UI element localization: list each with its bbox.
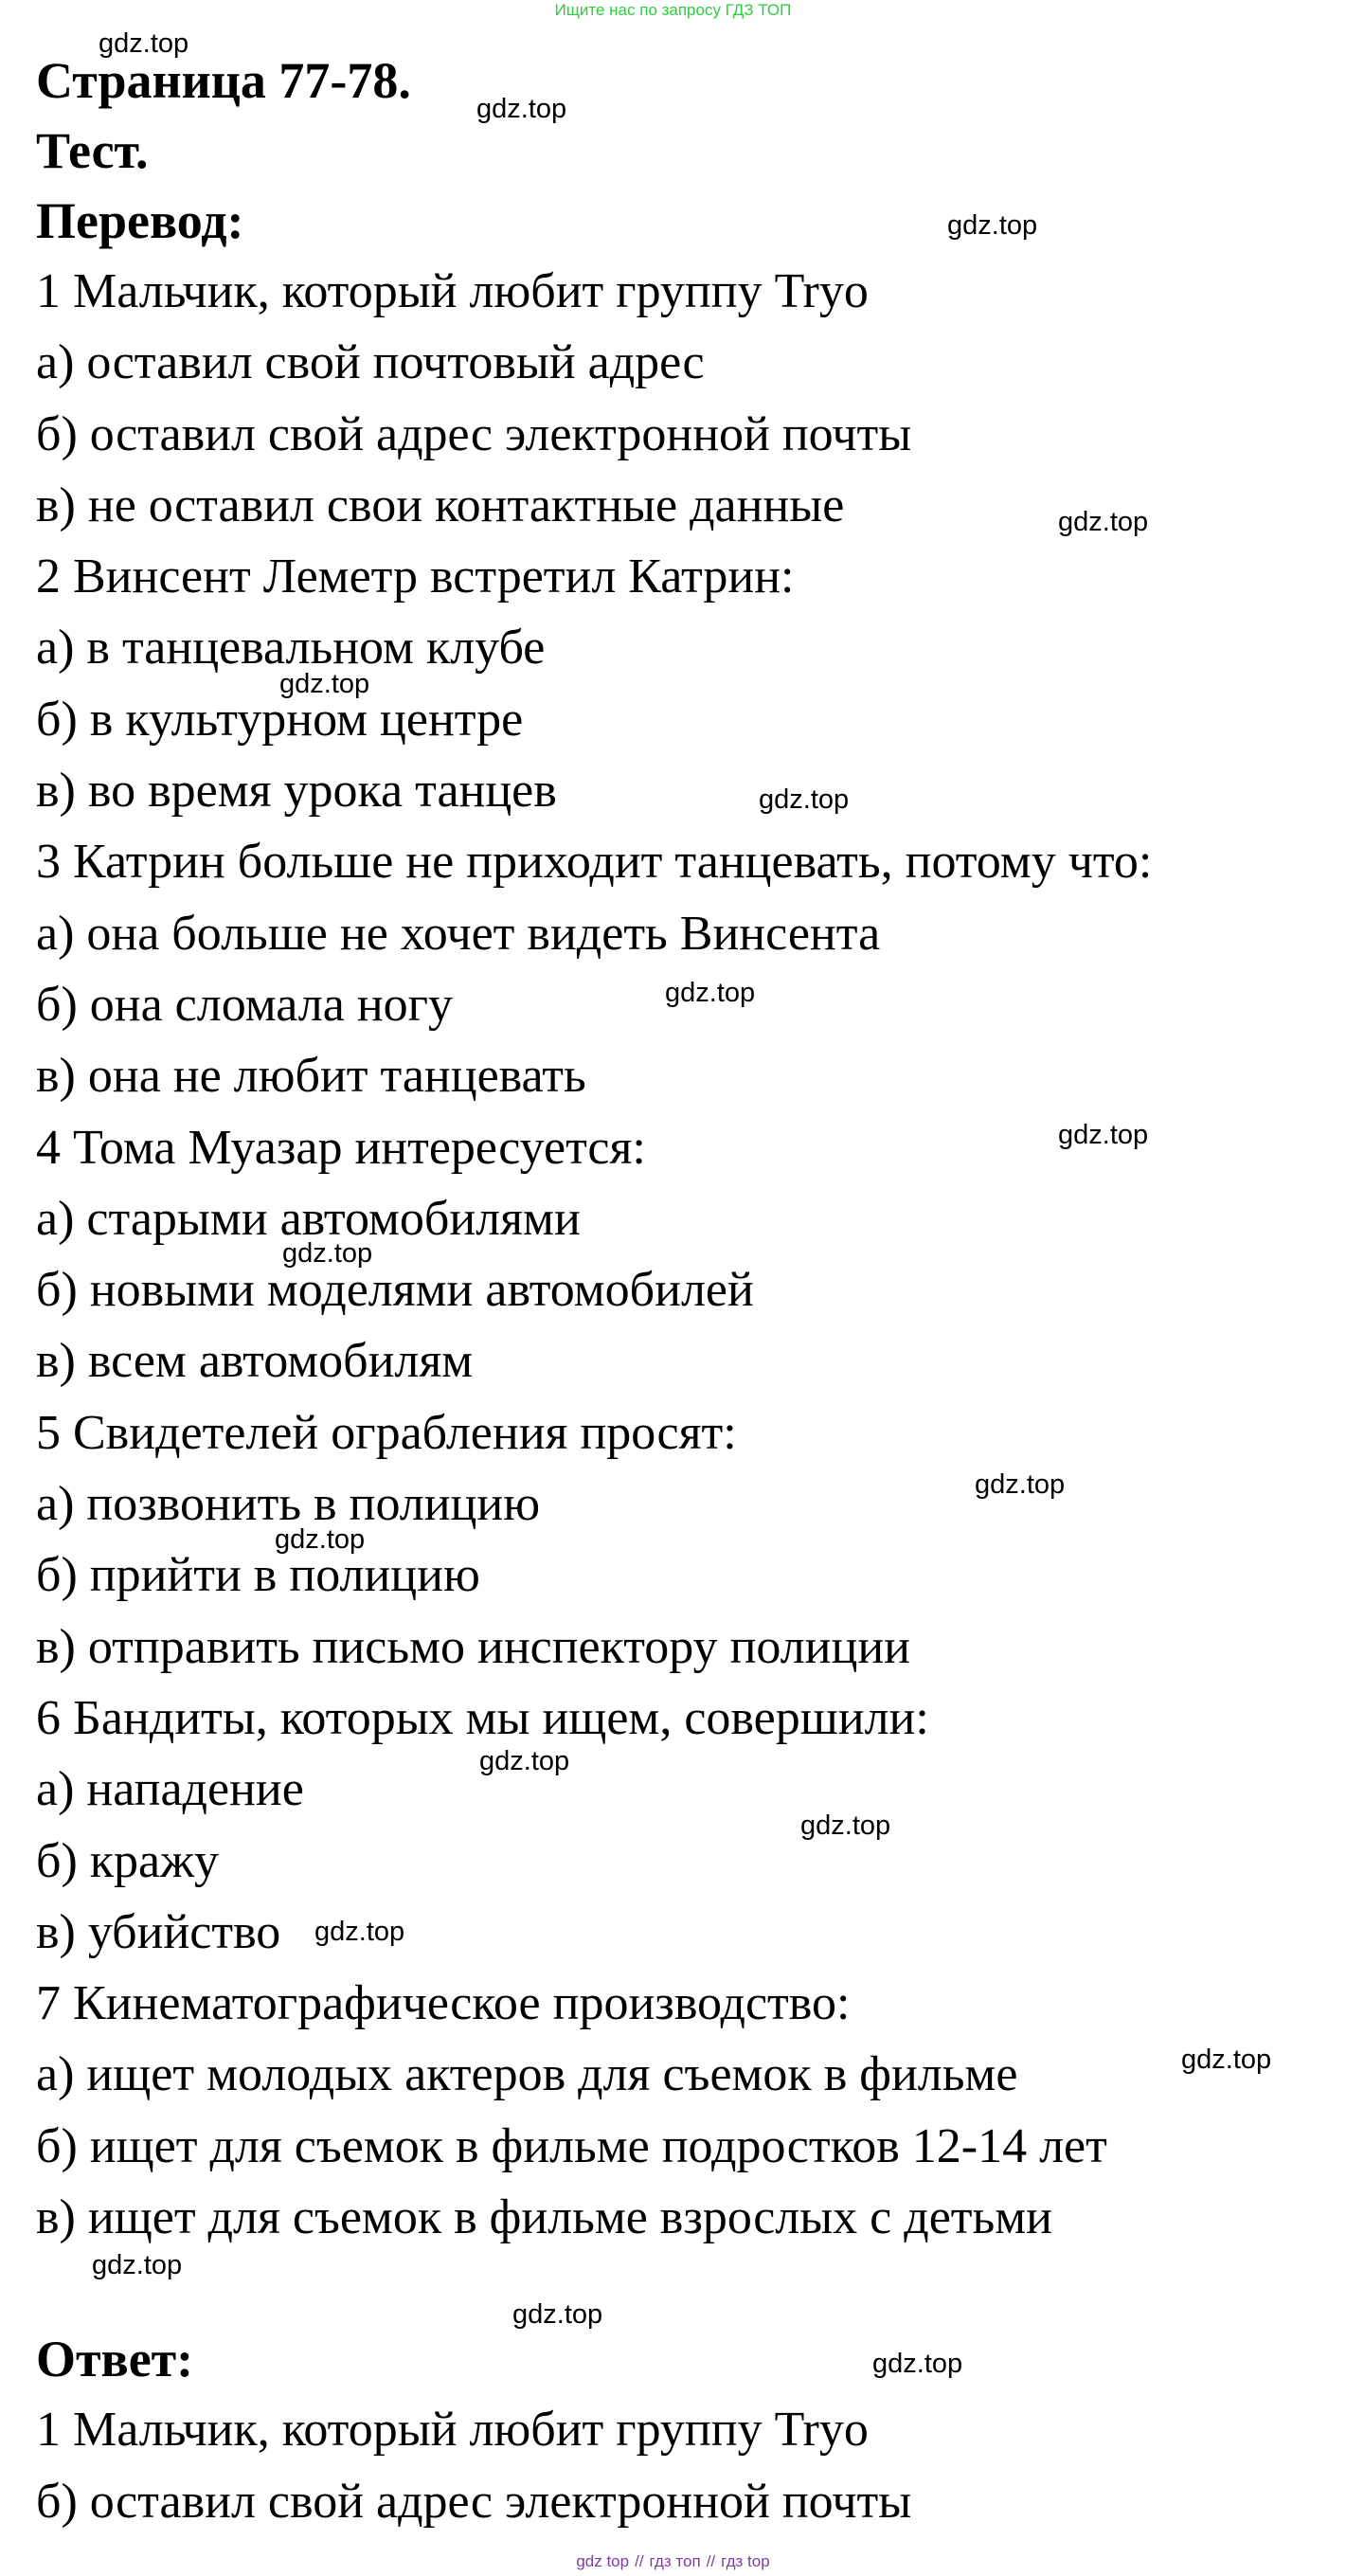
page-title: Страница 77-78. <box>36 52 411 109</box>
question-6-option-a: а) нападение <box>36 1762 304 1817</box>
question-2-option-c: в) во время урока танцев <box>36 764 557 819</box>
answer-line-2: б) оставил свой адрес электронной почты <box>36 2474 912 2529</box>
question-5: 5 Свидетелей ограбления просят: <box>36 1405 737 1460</box>
watermark: gdz.top <box>759 784 850 815</box>
question-7-option-b: б) ищет для съемок в фильме подростков 12-14 лет <box>36 2118 1107 2173</box>
watermark: gdz.top <box>275 1524 366 1555</box>
question-3-option-c: в) она не любит танцевать <box>36 1049 586 1104</box>
question-3-option-b: б) она сломала ногу <box>36 977 453 1032</box>
translation-heading: Перевод: <box>36 192 244 249</box>
watermark: gdz.top <box>872 2349 963 2379</box>
question-2-option-a: а) в танцевальном клубе <box>36 621 546 676</box>
top-banner[interactable]: Ищите нас по запросу ГДЗ ТОП <box>554 1 792 19</box>
watermark: gdz.top <box>279 669 370 699</box>
watermark: gdz.top <box>512 2299 603 2330</box>
section-spacer <box>36 2253 1334 2324</box>
question-7-option-c: в) ищет для съемок в фильме взрослых с детьми <box>36 2190 1052 2245</box>
question-4-option-a: а) старыми автомобилями <box>36 1191 581 1246</box>
question-1-option-b: б) оставил свой адрес электронной почты <box>36 406 912 461</box>
footer-link-gdz-top-mixed[interactable]: гдз top <box>721 2552 770 2570</box>
question-6-option-b: б) кражу <box>36 1833 220 1888</box>
question-5-option-c: в) отправить письмо инспектору полиции <box>36 1619 910 1674</box>
question-3-option-a: а) она больше не хочет видеть Винсента <box>36 906 881 961</box>
question-1-option-c: в) не оставил свои контактные данные <box>36 477 845 532</box>
question-1: 1 Мальчик, который любит группу Tryo <box>36 264 869 318</box>
watermark: gdz.top <box>800 1810 891 1841</box>
answer-heading: Ответ: <box>36 2331 194 2388</box>
question-6-option-c: в) убийство <box>36 1904 281 1959</box>
question-7-option-a: а) ищет молодых актеров для съемок в фильме <box>36 2047 1018 2102</box>
question-3: 3 Катрин больше не приходит танцевать, потому что: <box>36 835 1153 890</box>
watermark: gdz.top <box>314 1917 405 1947</box>
question-4-option-c: в) всем автомобилям <box>36 1334 474 1389</box>
footer-separator: // <box>635 2552 644 2570</box>
watermark: gdz.top <box>476 94 567 124</box>
watermark: gdz.top <box>947 210 1038 241</box>
question-7: 7 Кинематографическое производство: <box>36 1976 851 2031</box>
footer-link-gdz-top-ru[interactable]: гдз топ <box>649 2552 701 2570</box>
question-5-option-a: а) позвонить в полицию <box>36 1477 541 1532</box>
watermark: gdz.top <box>665 978 756 1008</box>
watermark: gdz.top <box>92 2250 183 2280</box>
document-content <box>36 45 1334 2537</box>
watermark: gdz.top <box>479 1746 570 1776</box>
test-heading: Тест. <box>36 122 149 179</box>
watermark: gdz.top <box>1181 2045 1272 2075</box>
footer-links <box>0 2551 1346 2572</box>
question-2: 2 Винсент Леметр встретил Катрин: <box>36 549 795 604</box>
footer-separator: // <box>706 2552 716 2570</box>
question-2-option-b: б) в культурном центре <box>36 692 524 747</box>
question-1-option-a: а) оставил свой почтовый адрес <box>36 335 705 390</box>
watermark: gdz.top <box>1058 507 1149 537</box>
watermark: gdz.top <box>282 1238 373 1269</box>
footer-link-gdz-top[interactable]: gdz top <box>576 2552 630 2570</box>
question-6: 6 Бандиты, которых мы ищем, совершили: <box>36 1690 929 1745</box>
watermark: gdz.top <box>1058 1120 1149 1150</box>
answer-line-1: 1 Мальчик, который любит группу Tryo <box>36 2403 869 2458</box>
question-5-option-b: б) прийти в полицию <box>36 1548 480 1603</box>
question-4-option-b: б) новыми моделями автомобилей <box>36 1263 754 1318</box>
watermark: gdz.top <box>975 1469 1066 1500</box>
watermark: gdz.top <box>99 28 189 59</box>
question-4: 4 Тома Муазар интересуется: <box>36 1120 646 1175</box>
